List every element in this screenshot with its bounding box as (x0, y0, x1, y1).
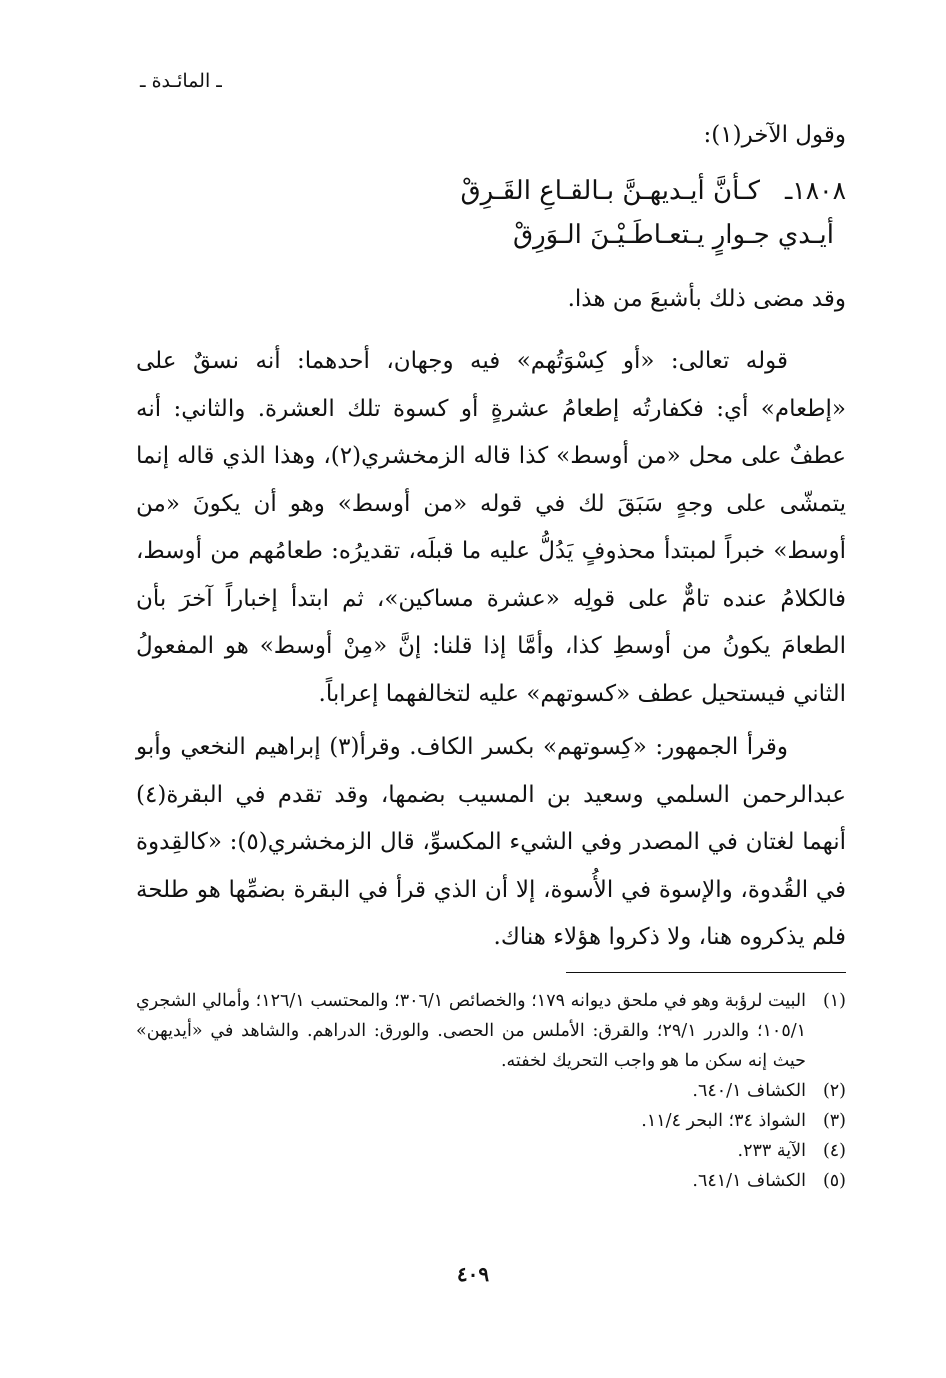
paragraph-3: وقرأ الجمهور: «كِسوتهم» بكسر الكاف. وقرأ(٣) إبراهيم النخعي وأبو عبدالرحمن السلمي وسعيد بن المسيب بضمها، وقد تقدم في البقرة(٤) أنهما لغتان في المصدر وفي الشيء المكسوِّ، قال الزمخشري(٥): «كالقِدوة في القُدوة، والإسوة في الأُسوة، إلا أن الذي قرأ في البقرة بضمِّها هو طلحة فلم يذكروه هنا، ولا ذكروا هؤلاء هناك. (136, 734, 846, 950)
footnote-text: البيت لرؤبة وهو في ملحق ديوانه ١٧٩؛ والخصائص ٣٠٦/١؛ والمحتسب ١٢٦/١؛ وأمالي الشجري ١٠٥/١؛ والدرر ٢٩/١؛ والقرق: الأملس من الحصى. والورق: الدراهم. والشاهد في «أيديهن» حيث إنه سكن ما هو واجب التحريك لخفته. (136, 991, 807, 1071)
running-header: ـ المائـدة ـ (140, 70, 222, 92)
footnote-text: الشواذ ٣٤؛ البحر ١١/٤. (641, 1111, 806, 1131)
verse-line-2: أيـدي جـوارٍ يـتعـاطَـيْـنَ الـوَرِقْ (512, 220, 834, 250)
footnote-1 (136, 986, 846, 1076)
footnote-text: الآية ٢٣٣. (737, 1141, 806, 1161)
footnote-number: (٥) (822, 1171, 846, 1191)
footnote-number: (٤) (822, 1141, 846, 1161)
footnote-5 (136, 1166, 846, 1196)
footnote-3 (136, 1106, 846, 1136)
verse-line-1: كـأنَّ أيـديهـنَّ بـالقـاعِ القَـرِقْ (460, 176, 760, 206)
page-number: ٤٠٩ (456, 1262, 490, 1286)
footnote-4 (136, 1136, 846, 1166)
footnote-2 (136, 1076, 846, 1106)
footnote-number: (٣) (822, 1111, 846, 1131)
footnote-text: الكشاف ٦٤١/١. (692, 1171, 806, 1191)
paragraph-2: قوله تعالى: «أو كِسْوَتُهم» فيه وجهان، أحدهما: أنه نسقٌ على «إطعام» أي: فكفارتُه إطعامُ عشرةٍ أو كسوة تلك العشرة. والثاني: أنه عطفٌ على محل «من أوسط» كذا قاله الزمخشري(٢)، وهذا الذي قاله إنما يتمشّى على وجهٍ سَبَقَ لك في قوله «من أوسط» وهو أن يكونَ «من أوسط» خبراً لمبتدأ محذوفٍ يَدُلُّ عليه ما قبلَه، تقديرُه: طعامُهم من أوسط، فالكلامُ عنده تامٌّ على قولِه «عشرة مساكين»، ثم ابتدأ إخباراً آخرَ بأن الطعامَ يكونُ من أوسطِ كذا، وأمَّا إذا قلنا: إنَّ «مِنْ أوسط» هو المفعولُ الثاني فيستحيل عطف «كسوتهم» عليه لتخالفهما إعراباً. (136, 348, 847, 707)
verse-block (136, 0, 846, 300)
footnote-divider (566, 972, 846, 973)
paragraph-1: وقد مضى ذلك بأشبعَ من هذا. (567, 286, 846, 312)
footnote-number: (٢) (822, 1081, 846, 1101)
footnote-number: (١) (822, 991, 846, 1011)
intro-line: وقول الآخر(١): (703, 122, 846, 148)
footnote-text: الكشاف ٦٤٠/١. (692, 1081, 806, 1101)
verse-number: ١٨٠٨ـ (784, 176, 846, 205)
footnotes (136, 986, 846, 1196)
